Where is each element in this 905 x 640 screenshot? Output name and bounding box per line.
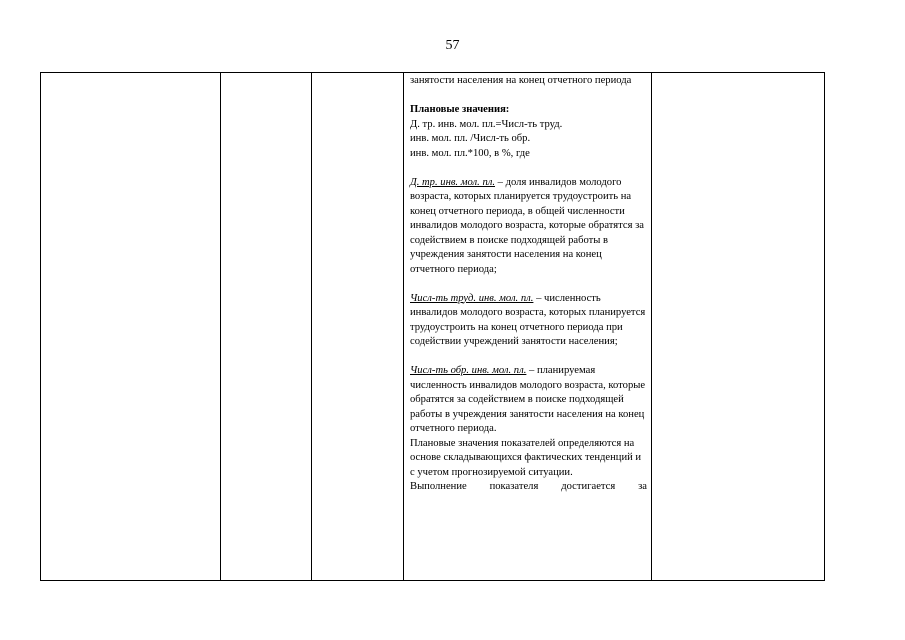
definition-term: Числ-ть обр. инв. мол. пл. (410, 365, 527, 376)
page-number: 57 (445, 38, 460, 53)
document-table (40, 72, 825, 581)
table-cell-col3 (312, 73, 404, 581)
table-cell-col4 (404, 73, 652, 581)
formula-line: инв. мол. пл. /Числ-ть обр. (410, 133, 531, 144)
definition-term: Числ-ть труд. инв. мол. пл. (410, 292, 534, 304)
table-row (41, 73, 825, 581)
text-paragraph: занятости населения на конец отчетного периода (410, 75, 632, 86)
plan-values-heading: Плановые значения: (410, 104, 510, 115)
definition-term: Д. тр. инв. мол. пл. (410, 176, 496, 188)
cell-text-block (404, 73, 651, 580)
table-cell-col1 (41, 73, 221, 581)
formula-line: Д. тр. инв. мол. пл.=Числ-ть труд. (410, 118, 563, 130)
definition-text: – численность инвалидов молодого возраста, которых планируется трудоустроить на конец отчетного периода при содействии учреждений занятости населения; (410, 292, 646, 347)
formula-line: инв. мол. пл.*100, в %, где (410, 147, 530, 159)
definition-paragraph (410, 176, 647, 278)
table-cell-col2 (221, 73, 312, 581)
definition-text: – планируемая численность инвалидов молодого возраста, которые обратятся за содействием в поиске подходящей работы в учреждения занятости населения на конец отчетного периода. (410, 365, 646, 434)
definition-text: – доля инвалидов молодого возраста, которых планируется трудоустроить на конец отчетного периода, в общей численности инвалидов молодого возраста, которые обратятся за содействием в поиске подходящей работы в учреждения занятости населения на конец отчетного периода; (410, 176, 644, 275)
text-paragraph: Выполнение показателя достигается за (410, 481, 647, 492)
definition-paragraph (410, 364, 647, 437)
definition-paragraph (410, 292, 647, 350)
text-paragraph: Плановые значения показателей определяются на основе складывающихся фактических тенденций и с учетом прогнозируемой ситуации. (410, 437, 642, 478)
table-cell-col5 (652, 73, 825, 581)
